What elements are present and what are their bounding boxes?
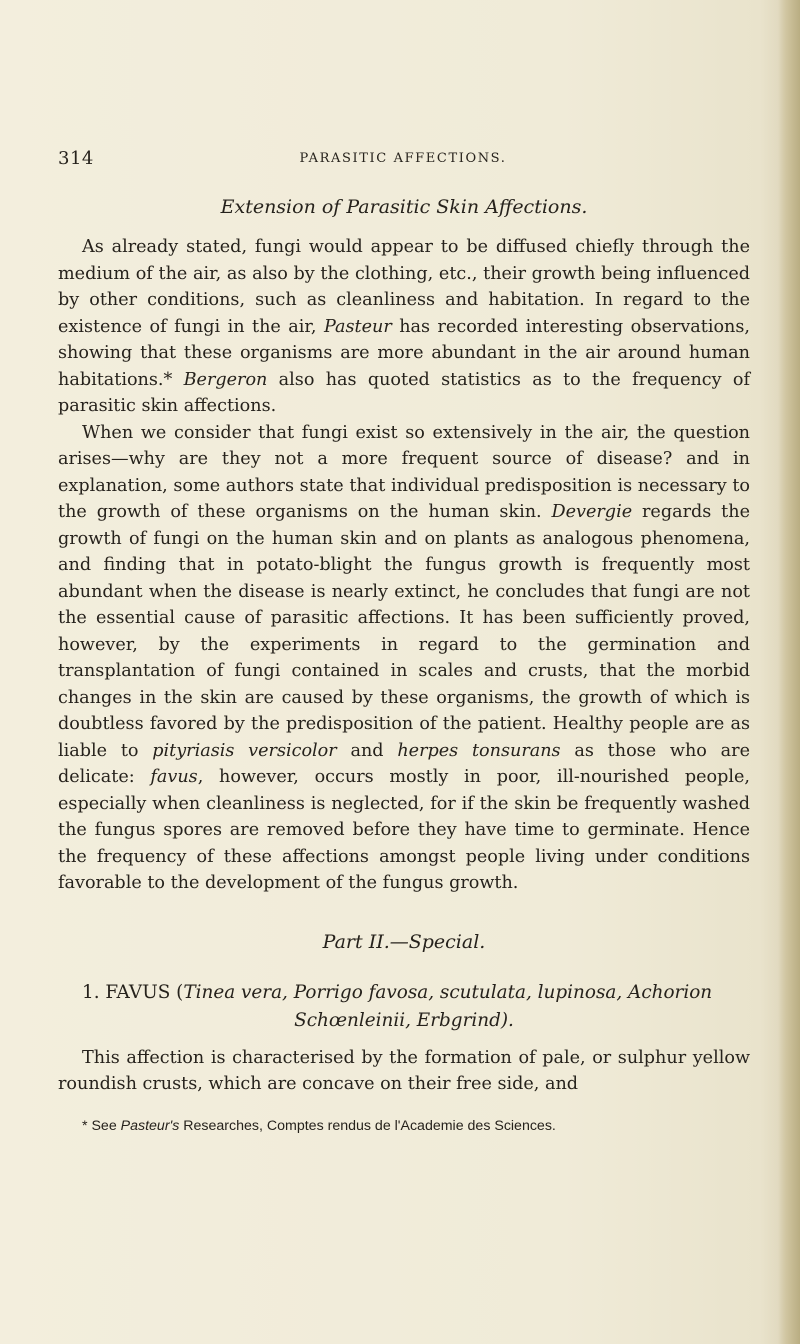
disease-name-herpes: herpes tonsurans (397, 740, 561, 761)
footnote-author: Pasteur's (120, 1118, 180, 1134)
author-name-devergie: Devergie (551, 502, 633, 522)
paragraph-predisposition (58, 420, 750, 897)
text-run: When we consider that fungi exist so extensively in the air, the question arises—why are they not a more frequent source of disease? and in explanation, some authors state that individual predisposition is necessary to the growth of these organisms on the human skin. (58, 422, 750, 522)
page-header (58, 148, 748, 170)
running-head: PARASITIC AFFECTIONS. (299, 151, 507, 166)
text-run: , however, occurs mostly in poor, ill-nourished people, especially when cleanliness is neglected, for if the skin be frequently washed the fungus spores are removed before they have time to germinate. Hence the frequency of these affections amongst people living under conditions favorable to the development of the fungus growth. (58, 767, 750, 893)
text-run: Researches, Comptes rendus de l'Academie des Sciences. (179, 1118, 556, 1134)
paragraph-favus-description: This affection is characterised by the formation of pale, or sulphur yellow roundish crusts, which are concave on their free side, and (58, 1047, 750, 1094)
text-run: As already stated, fungi would appear to be diffused chiefly through the medium of the air, as also by the clothing, etc., their growth being influenced by other conditions, such as cleanliness and habitation. In regard to the existence of fungi in the air, (58, 237, 750, 337)
paren: ( (170, 981, 184, 1003)
page-number: 314 (58, 148, 94, 169)
paren: ). (500, 1009, 514, 1031)
footnote (58, 1118, 750, 1134)
paragraph-fungi-in-air (58, 234, 750, 420)
favus-synonyms-continued: Schœnleinii, Erbgrind (294, 1009, 501, 1031)
author-name-bergeron: Bergeron (183, 369, 268, 390)
disease-name-favus: favus (150, 767, 198, 787)
text-run: and (336, 740, 398, 761)
text-run: regards the growth of fungi on the human skin and on plants as analogous phenomena, and finding that in potato-blight the fungus growth is frequently most abundant when the disease is nearly extinct, he concludes that fungi are not the essential cause of parasitic affections. It has been sufficiently proved, however, by the experiments in regard to the germination and transplantation of fungi contained in scales and crusts, that the morbid changes in the skin are caused by these organisms, the growth of which is doubtless favored by the predisposition of the patient. Healthy people are as liable to (58, 502, 750, 761)
favus-synonyms: Tinea vera, Porrigo favosa, scutulata, lupinosa, Achorion (183, 981, 713, 1003)
disease-name-pityriasis: pityriasis versicolor (152, 740, 337, 761)
section-title: Extension of Parasitic Skin Affections. (220, 196, 588, 218)
author-name-pasteur: Pasteur (323, 316, 392, 337)
favus-label: 1. FAVUS (82, 981, 171, 1003)
favus-heading (58, 979, 750, 1035)
text-run: as those who are delicate: (58, 740, 750, 787)
text-run: * See (82, 1118, 121, 1134)
text-run: has recorded interesting observations, showing that these organisms are more abundant in the air around human habitations.* (58, 316, 751, 390)
page-body (58, 196, 750, 1098)
text-run: also has quoted statistics as to the frequency of parasitic skin affections. (58, 369, 750, 416)
favus-synonyms-line2 (58, 1007, 750, 1035)
part-heading: Part II.—Special. (322, 930, 486, 953)
page-edge-shadow (778, 0, 800, 1344)
